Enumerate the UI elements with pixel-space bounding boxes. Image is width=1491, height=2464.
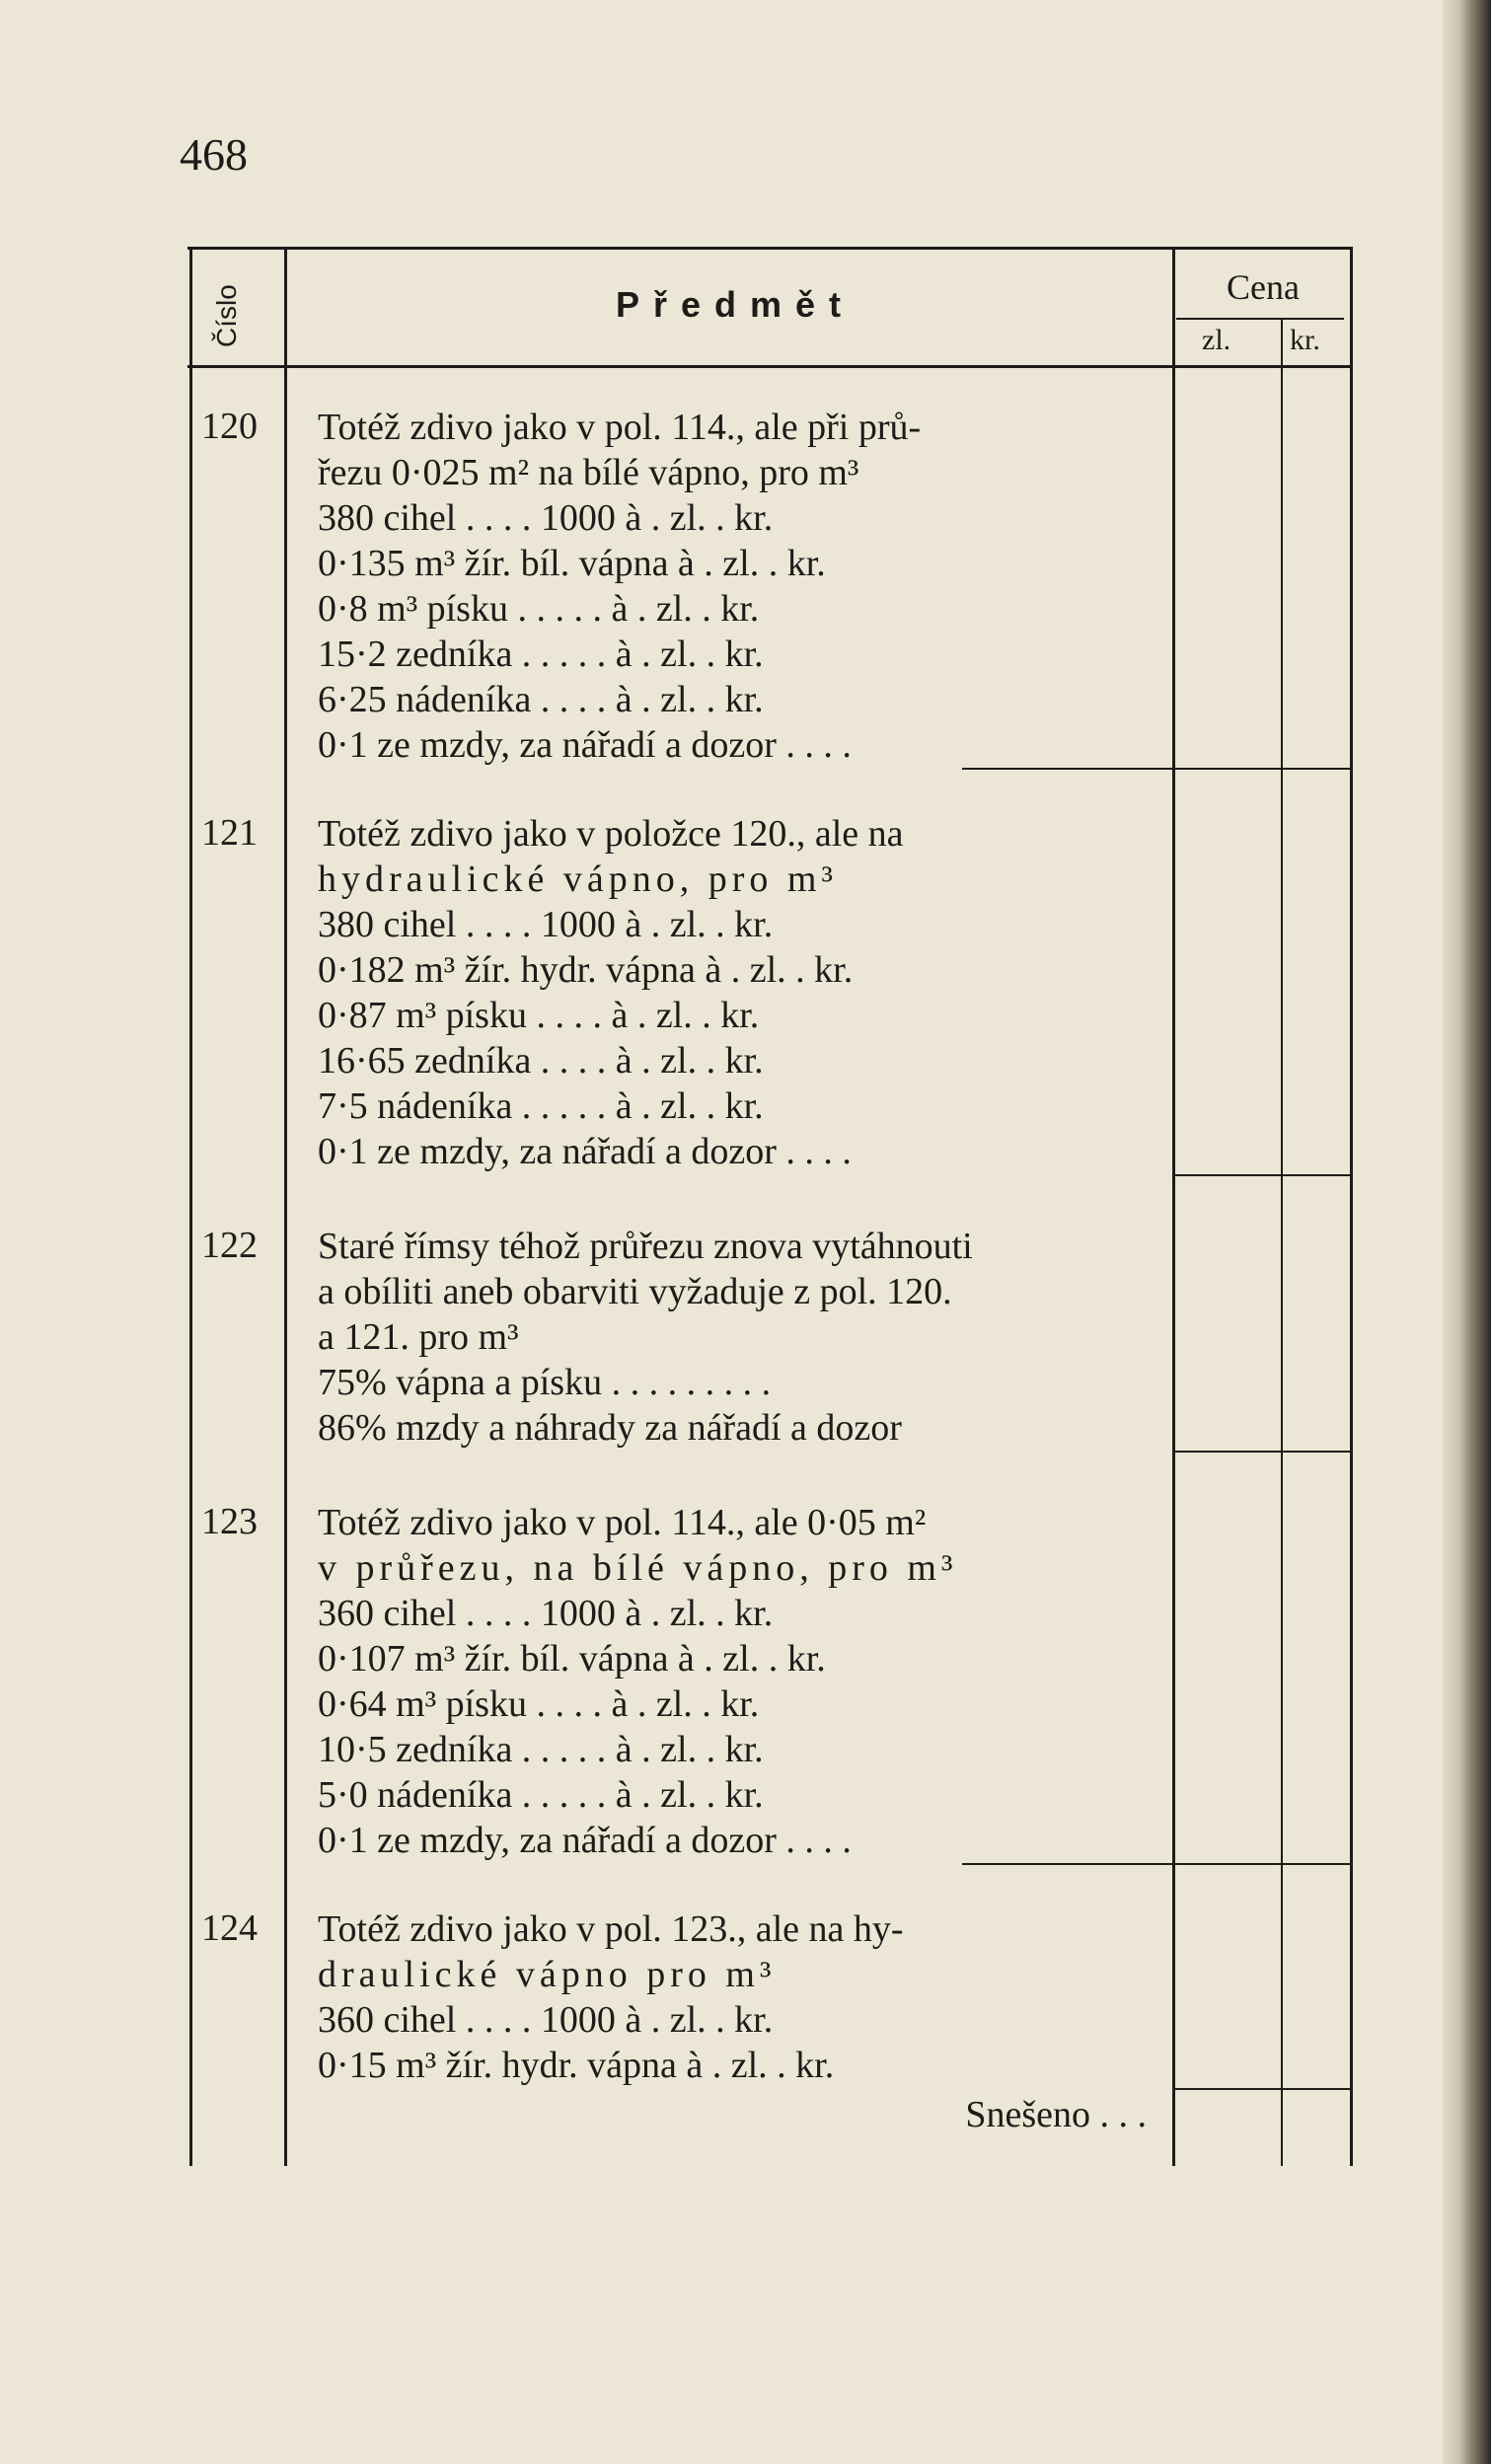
item-line: Totéž zdivo jako v pol. 123., ale na hy- — [318, 1908, 904, 1950]
item-line: hydraulické vápno, pro m³ — [318, 859, 838, 900]
price-subheader-divider — [1176, 318, 1344, 320]
item-line: v průřezu, na bílé vápno, pro m³ — [318, 1547, 958, 1589]
item-line: 5·0 nádeníka . . . . . à . zl. . kr. — [318, 1774, 764, 1816]
item-line: 0·135 m³ žír. bíl. vápna à . zl. . kr. — [318, 543, 826, 584]
item-line: Totéž zdivo jako v pol. 114., ale při prů- — [318, 407, 922, 448]
item-line: Totéž zdivo jako v položce 120., ale na — [318, 813, 904, 855]
table-left-border — [189, 247, 192, 2166]
item-line: 7·5 nádeníka . . . . . à . zl. . kr. — [318, 1085, 764, 1127]
item-line: 15·2 zedníka . . . . . à . zl. . kr. — [318, 634, 764, 675]
item-number: 122 — [201, 1225, 258, 1266]
table-right-border — [1350, 247, 1353, 2166]
item-line: 0·1 ze mzdy, za nářadí a dozor . . . . — [318, 1131, 852, 1172]
item-number: 121 — [201, 812, 258, 854]
item-line: Staré římsy téhož průřezu znova vytáhnouti — [318, 1226, 973, 1267]
item-line: 380 cihel . . . . 1000 à . zl. . kr. — [318, 497, 774, 539]
item-line: řezu 0·025 m² na bílé vápno, pro m³ — [318, 452, 859, 493]
price-zl-header: zl. — [1202, 324, 1231, 356]
item-line: 0·182 m³ žír. hydr. vápna à . zl. . kr. — [318, 949, 854, 991]
item-line: 86% mzdy a náhrady za nářadí a dozor — [318, 1407, 902, 1449]
carried-forward-label: Snešeno . . . — [965, 2094, 1147, 2135]
number-column-header: Číslo — [211, 284, 242, 347]
price-kr-header: kr. — [1290, 324, 1320, 356]
item-rule — [962, 1863, 1352, 1865]
item-line: 10·5 zedníka . . . . . à . zl. . kr. — [318, 1729, 764, 1770]
price-column-header: Cena — [1227, 267, 1300, 307]
subject-column-divider — [1172, 247, 1175, 2166]
item-line: 0·1 ze mzdy, za nářadí a dozor . . . . — [318, 724, 852, 766]
item-line: 75% vápna a písku . . . . . . . . . — [318, 1362, 772, 1403]
item-line: a obíliti aneb obarviti vyžaduje z pol. 120. — [318, 1271, 952, 1312]
item-line: 360 cihel . . . . 1000 à . zl. . kr. — [318, 1593, 774, 1634]
item-line: 380 cihel . . . . 1000 à . zl. . kr. — [318, 904, 774, 945]
item-rule — [962, 768, 1352, 770]
table-header-divider — [187, 365, 1352, 368]
item-rule — [1174, 1174, 1352, 1176]
item-line: Totéž zdivo jako v pol. 114., ale 0·05 m² — [318, 1502, 927, 1543]
book-spine — [1443, 0, 1491, 2464]
number-column-divider — [284, 247, 287, 2166]
item-number: 123 — [201, 1501, 258, 1542]
item-line: 0·8 m³ písku . . . . . à . zl. . kr. — [318, 588, 760, 630]
item-line: draulické vápno pro m³ — [318, 1954, 777, 1995]
item-line: 360 cihel . . . . 1000 à . zl. . kr. — [318, 1999, 774, 2041]
item-number: 120 — [201, 406, 258, 447]
item-rule — [1174, 1451, 1352, 1453]
subtotal-rule — [1174, 2088, 1352, 2090]
price-column-divider — [1281, 318, 1283, 2166]
item-line: 0·87 m³ písku . . . . à . zl. . kr. — [318, 995, 760, 1036]
item-line: a 121. pro m³ — [318, 1316, 519, 1358]
subject-column-header: Předmět — [615, 284, 856, 325]
item-line: 0·1 ze mzdy, za nářadí a dozor . . . . — [318, 1820, 852, 1861]
item-line: 0·107 m³ žír. bíl. vápna à . zl. . kr. — [318, 1638, 826, 1680]
item-line: 6·25 nádeníka . . . . à . zl. . kr. — [318, 679, 764, 720]
item-number: 124 — [201, 1907, 258, 1949]
page-number: 468 — [180, 129, 248, 180]
item-line: 0·15 m³ žír. hydr. vápna à . zl. . kr. — [318, 2045, 835, 2086]
item-line: 0·64 m³ písku . . . . à . zl. . kr. — [318, 1683, 760, 1725]
table-top-border — [187, 247, 1352, 250]
item-line: 16·65 zedníka . . . . à . zl. . kr. — [318, 1040, 764, 1082]
